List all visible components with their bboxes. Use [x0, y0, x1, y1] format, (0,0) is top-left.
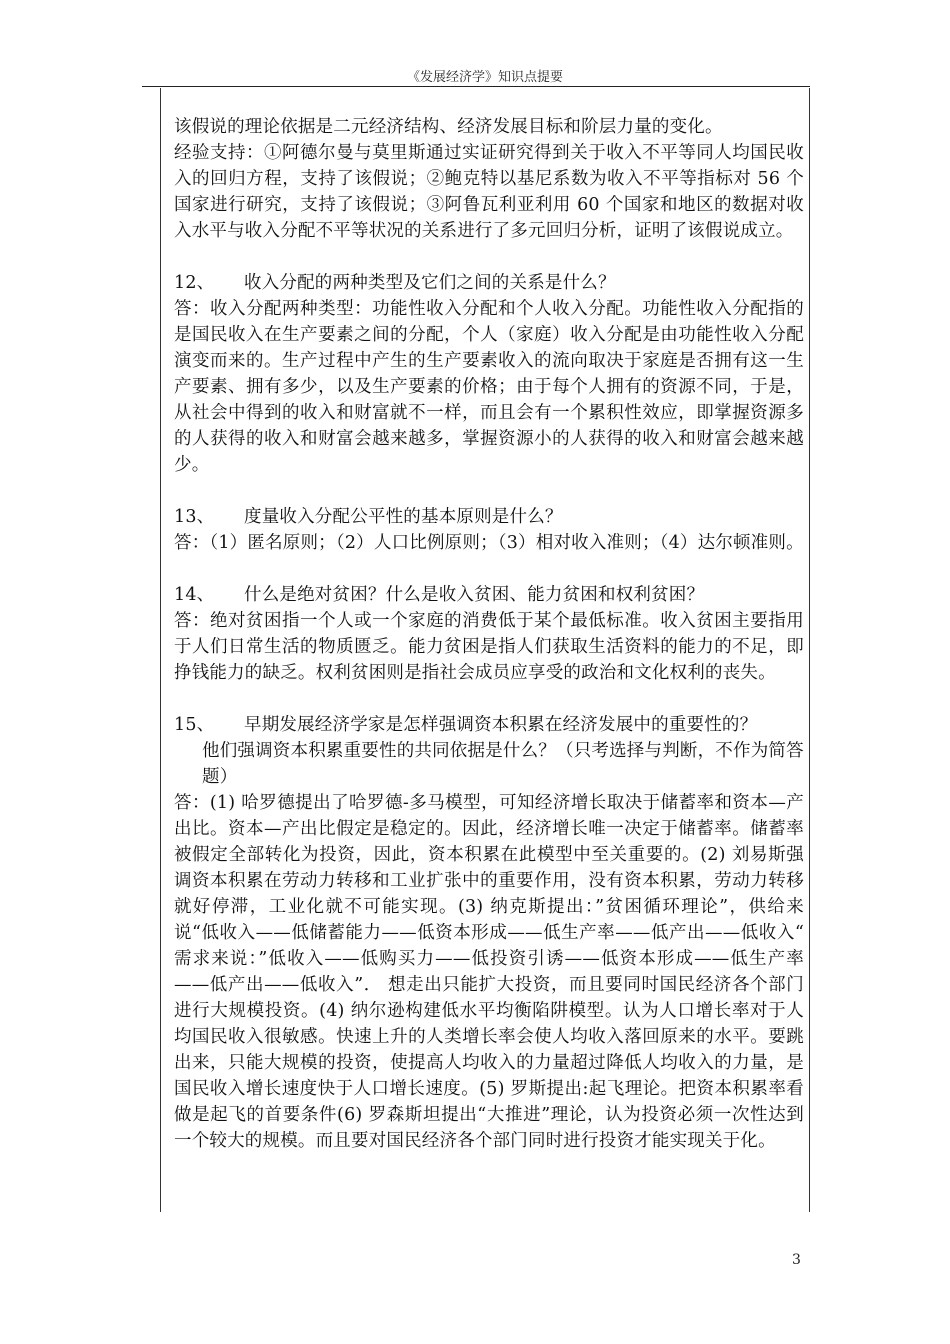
- intro-paragraph: 该假说的理论依据是二元经济结构、经济发展目标和阶层力量的变化。: [174, 117, 723, 137]
- spacer: [174, 478, 804, 504]
- page-number: 3: [792, 1252, 801, 1268]
- question-block: [174, 582, 804, 686]
- page-header: 《发展经济学》知识点提要: [406, 70, 563, 85]
- document-content: [174, 114, 804, 1154]
- answer-text: 答：收入分配两种类型：功能性收入分配和个人收入分配。功能性收入分配指的是国民收入在生产要素之间的分配，个人（家庭）收入分配是由功能性收入分配演变而来的。生产过程中产生的生产要素收入的流向取决于家庭是否拥有这一生产要素、拥有多少，以及生产要素的价格；由于每个人拥有的资源不同，于是，从社会中得到的收入和财富就不一样，而且会有一个累积性效应，即掌握资源多的人获得的收入和财富会越来越多，掌握资源小的人获得的收入和财富会越来越少。: [174, 299, 804, 475]
- question-heading: [174, 270, 804, 296]
- intro-paragraph: 经验支持：①阿德尔曼与莫里斯通过实证研究得到关于收入不平等同人均国民收入的回归方程，支持了该假说；②鲍克特以基尼系数为收入不平等指标对 56 个国家进行研究，支持了该假说；③阿鲁瓦利亚利用 60 个国家和地区的数据对收入水平与收入分配不平等状况的关系进行了多元回归分析，证明了该假说成立。: [174, 143, 804, 241]
- question-heading: [174, 582, 804, 608]
- spacer: [174, 244, 804, 270]
- spacer: [174, 556, 804, 582]
- answer-text: 答：绝对贫困指一个人或一个家庭的消费低于某个最低标准。收入贫困主要指用于人们日常生活的物质匮乏。能力贫困是指人们获取生活资料的能力的不足，即挣钱能力的缺乏。权利贫困则是指社会成员应享受的政治和文化权利的丧失。: [174, 611, 804, 683]
- answer-text: 答：（1）匿名原则；（2）人口比例原则；（3）相对收入准则；（4）达尔顿准则。: [174, 533, 804, 553]
- question-text: 收入分配的两种类型及它们之间的关系是什么？: [244, 273, 616, 293]
- question-text: 早期发展经济学家是怎样强调资本积累在经济发展中的重要性的？: [244, 715, 758, 735]
- question-text: 度量收入分配公平性的基本原则是什么？: [244, 507, 563, 527]
- spacer: [174, 686, 804, 712]
- question-number: 14、: [174, 585, 215, 605]
- question-number: 15、: [174, 715, 215, 735]
- question-number: 13、: [174, 507, 215, 527]
- answer-text: 答：(1) 哈罗德提出了哈罗德-多马模型，可知经济增长取决于储蓄率和资本—产出比。资本—产出比假定是稳定的。因此，经济增长唯一决定于储蓄率。储蓄率被假定全部转化为投资，因此，资本积累在此模型中至关重要的。(2) 刘易斯强调资本积累在劳动力转移和工业扩张中的重要作用，没有资本积累，劳动力转移就好停滞，工业化就不可能实现。(3) 纳克斯提出：”贫困循环理论”，供给来说“低收入——低储蓄能力——低资本形成——低生产率——低产出——低收入“ 需求来说：”低收入——低购买力——低投资引诱——低资本形成——低生产率——低产出——低收入”． 想走出只能扩大投资，而且要同时国民经济各个部门进行大规模投资。(4) 纳尔逊构建低水平均衡陷阱模型。认为人口增长率对于人均国民收入很敏感。快速上升的人类增长率会使人均收入落回原来的水平。要跳出来，只能大规模的投资，使提高人均收入的力量超过降低人均收入的力量，是国民收入增长速度快于人口增长速度。(5) 罗斯提出:起飞理论。把资本积累率看做是起飞的首要条件(6) 罗森斯坦提出“大推进”理论，认为投资必须一次性达到一个较大的规模。而且要对国民经济各个部门同时进行投资才能实现关于化。: [174, 793, 804, 1151]
- question-heading: [174, 712, 804, 738]
- question-heading: [174, 504, 804, 530]
- question-number: 12、: [174, 273, 215, 293]
- question-text: 什么是绝对贫困？什么是收入贫困、能力贫困和权利贫困？: [244, 585, 705, 605]
- header-rule: [142, 86, 810, 87]
- question-block: [174, 270, 804, 478]
- question-continuation: 他们强调资本积累重要性的共同依据是什么？（只考选择与判断，不作为简答题）: [202, 741, 804, 787]
- question-block: [174, 712, 804, 1154]
- question-block: [174, 504, 804, 556]
